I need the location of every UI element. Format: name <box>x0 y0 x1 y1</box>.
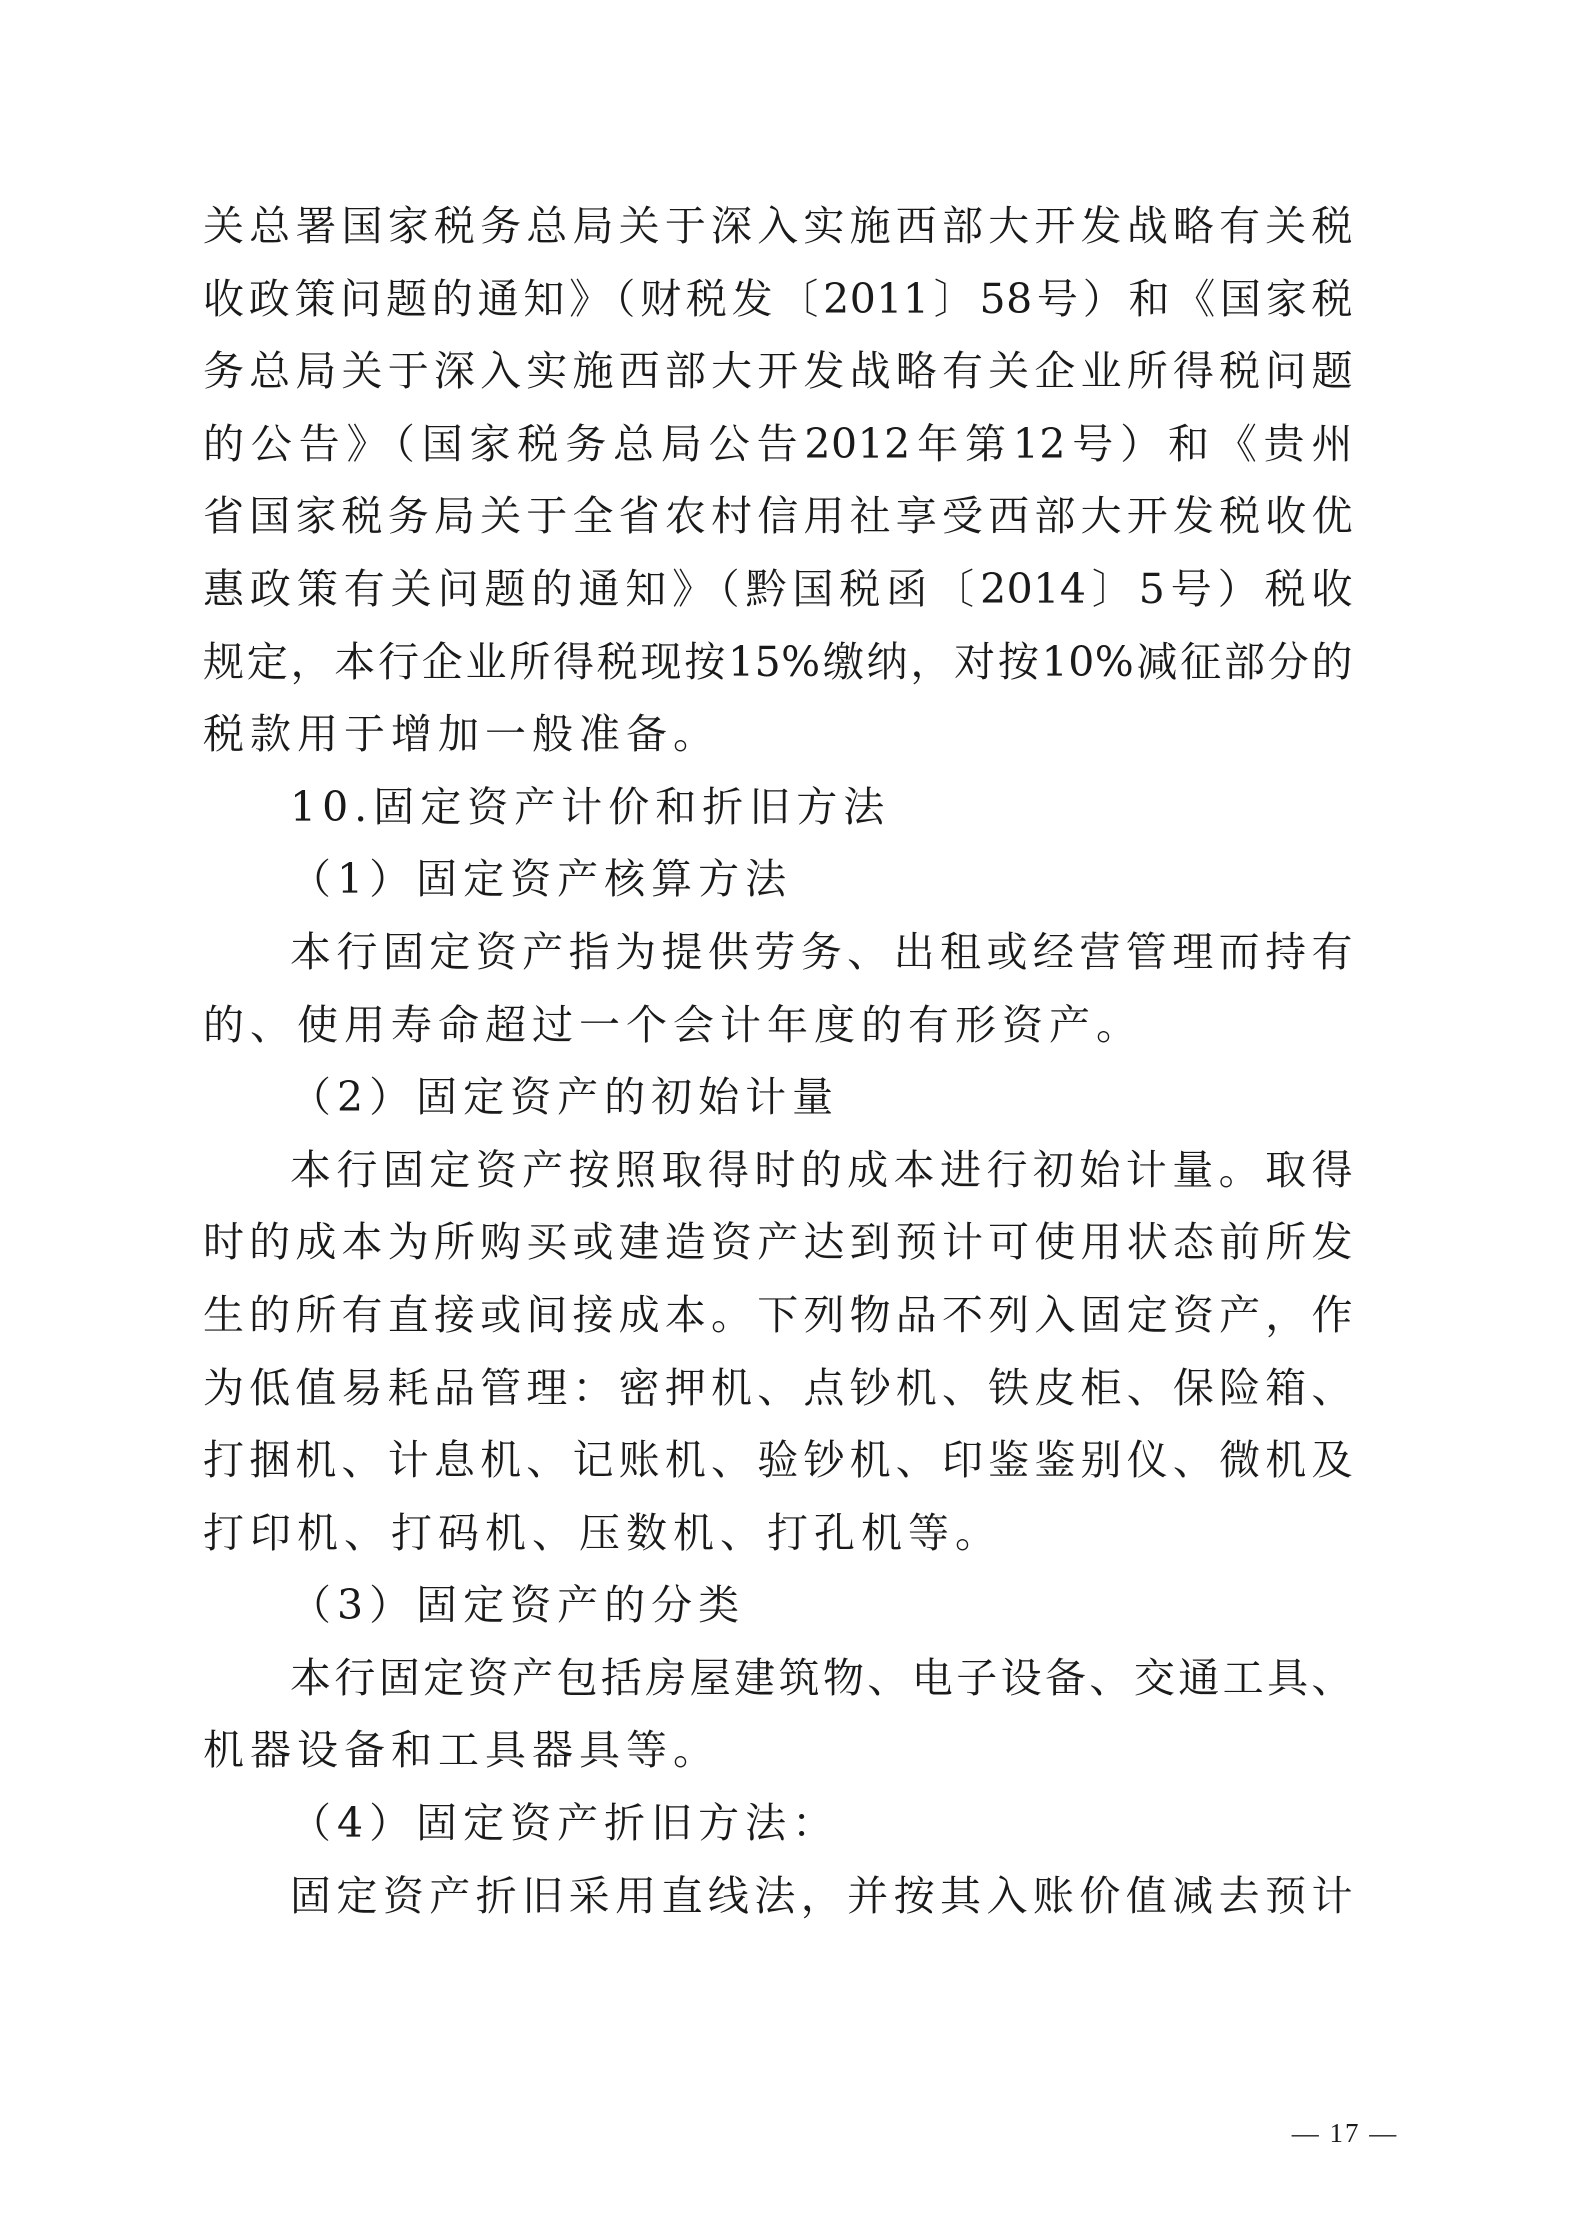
text-line: 的、使用寿命超过一个会计年度的有形资产。 <box>203 1000 1143 1049</box>
section-heading: 10.固定资产计价和折旧方法 <box>290 782 891 831</box>
text-line: 固定资产折旧采用直线法，并按其入账价值减去预计 <box>290 1871 1353 1920</box>
text-line: 省国家税务局关于全省农村信用社享受西部大开发税收优 <box>203 492 1353 541</box>
text-line: 本行固定资产指为提供劳务、出租或经营管理而持有 <box>290 927 1353 976</box>
text-line: 税款用于增加一般准备。 <box>203 710 720 759</box>
text-line: 打捆机、计息机、记账机、验钞机、印鉴鉴别仪、微机及 <box>203 1436 1353 1485</box>
subsection-heading: （4）固定资产折旧方法： <box>290 1799 840 1848</box>
text-line: 规定，本行企业所得税现按15%缴纳，对按10%减征部分的 <box>203 637 1353 686</box>
text-line: 打印机、打码机、压数机、打孔机等。 <box>203 1508 1002 1557</box>
subsection-heading: （3）固定资产的分类 <box>290 1581 746 1630</box>
text-line: 本行固定资产包括房屋建筑物、电子设备、交通工具、 <box>290 1653 1353 1702</box>
page-number: — 17 — <box>1291 2118 1399 2148</box>
text-line: 机器设备和工具器具等。 <box>203 1726 720 1775</box>
text-line: 务总局关于深入实施西部大开发战略有关企业所得税问题 <box>203 347 1353 396</box>
text-line: 生的所有直接或间接成本。下列物品不列入固定资产，作 <box>203 1290 1353 1339</box>
text-line: 关总署国家税务总局关于深入实施西部大开发战略有关税 <box>203 202 1353 250</box>
text-line: 时的成本为所购买或建造资产达到预计可使用状态前所发 <box>203 1218 1353 1267</box>
text-line: 本行固定资产按照取得时的成本进行初始计量。取得 <box>290 1145 1353 1194</box>
subsection-heading: （2）固定资产的初始计量 <box>290 1073 840 1122</box>
text-line: 为低值易耗品管理：密押机、点钞机、铁皮柜、保险箱、 <box>203 1363 1353 1412</box>
text-line: 的公告》（国家税务总局公告2012年第12号）和《贵州 <box>203 419 1353 468</box>
text-line: 惠政策有关问题的通知》（黔国税函〔2014〕5号）税收 <box>203 564 1353 613</box>
subsection-heading: （1）固定资产核算方法 <box>290 855 793 904</box>
body-text <box>203 190 1353 1932</box>
text-line: 收政策问题的通知》（财税发〔2011〕58号）和《国家税 <box>203 274 1353 323</box>
